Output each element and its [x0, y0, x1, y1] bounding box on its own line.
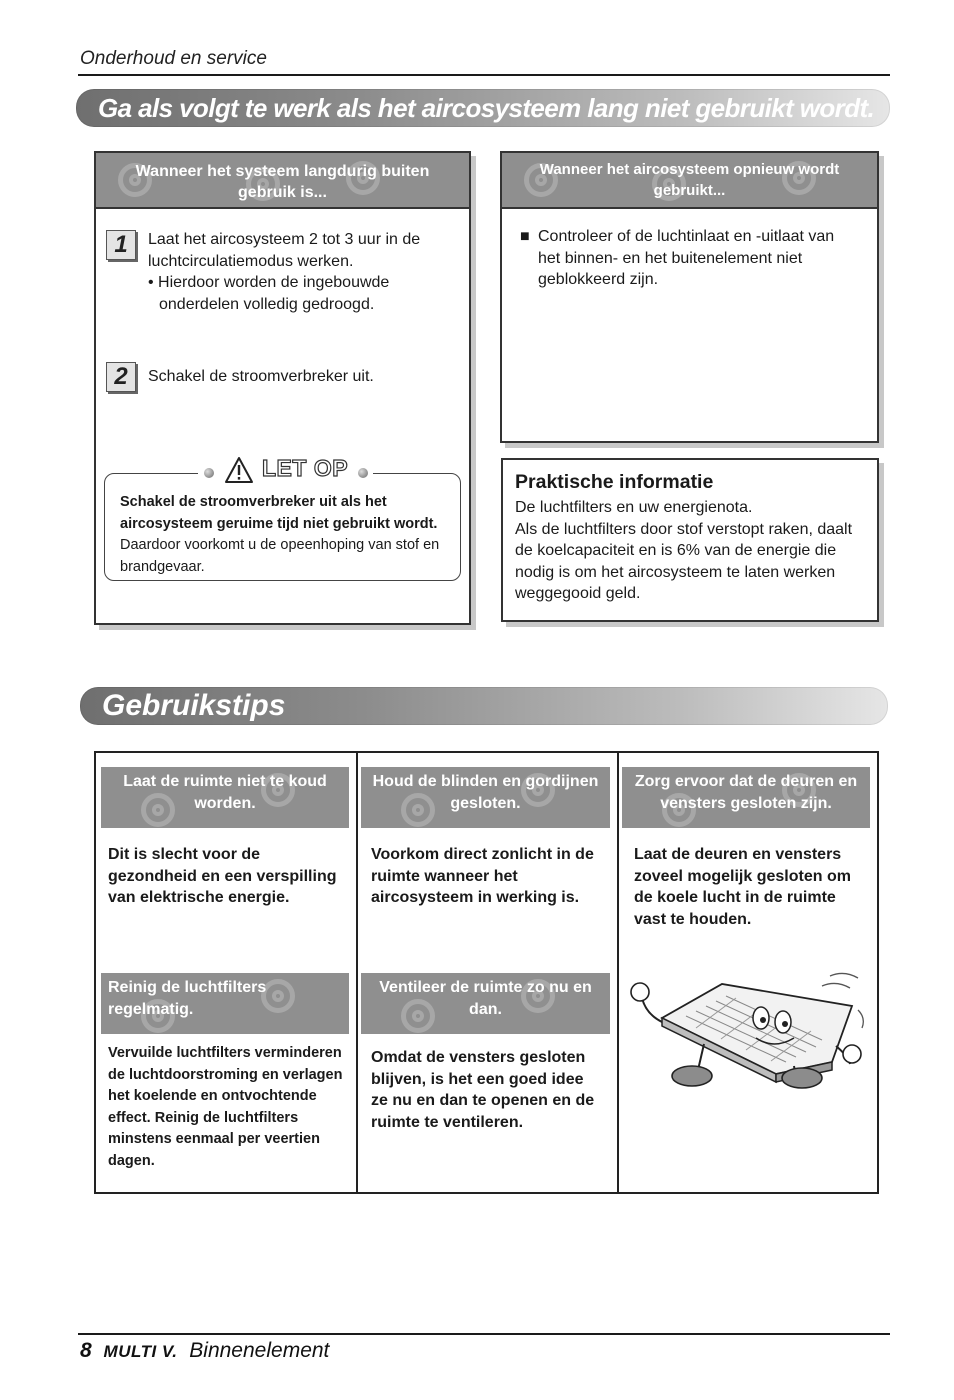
tip-3-header-line: Zorg ervoor dat de deuren en [634, 773, 858, 790]
practical-info-title: Praktische informatie [515, 471, 714, 493]
tip-5-line: ruimte te ventileren. [371, 1113, 524, 1131]
reuse-line: Controleer of de luchtinlaat en -uitlaat van [538, 228, 835, 245]
step-1-bullet-line: onderdelen volledig gedroogd. [159, 295, 375, 313]
tip-5-header-line: dan. [469, 1001, 502, 1018]
tip-3-header [622, 767, 870, 828]
tip-2-line: ruimte wanneer het [371, 867, 518, 885]
tip-4-header [101, 973, 349, 1034]
tip-5-line: ze nu en dan te openen en de [371, 1092, 595, 1109]
reuse-text [538, 226, 868, 291]
step-2-text: Schakel de stroomverbreker uit. [148, 368, 374, 385]
tip-5-line: Omdat de vensters gesloten [371, 1049, 586, 1066]
long-term-nonuse-header [96, 153, 469, 209]
tip-4-text [108, 1043, 353, 1172]
air-conditioner-mascot-icon [626, 966, 874, 1092]
tip-2-header-line: Houd de blinden en gordijnen [372, 773, 599, 790]
reuse-line: het binnen- en het buitenelement niet [538, 249, 803, 267]
tip-2-line: aircosysteem in werking is. [371, 889, 580, 906]
brand-logo: MULTI V. [103, 1342, 178, 1361]
bottom-rule [78, 1333, 890, 1335]
tip-5-text [371, 1047, 611, 1133]
tip-4-line: de luchtdoorstroming en verlagen [108, 1066, 343, 1083]
tip-1-text [108, 844, 348, 909]
caution-title [198, 454, 373, 488]
caution-label: LET OP [262, 455, 349, 481]
page-footer [80, 1339, 329, 1363]
reuse-title: Wanneer het aircosysteem opnieuw wordt gebruikt... [539, 161, 840, 199]
caution-dot-right [358, 468, 368, 478]
caution-line: brandgevaar. [120, 558, 205, 575]
tip-1-line: Dit is slecht voor de [108, 846, 261, 863]
tip-3-text [634, 844, 874, 930]
tip-5-header [361, 973, 610, 1034]
caution-text [120, 492, 440, 578]
tip-4-header-line: Reinig de luchtfilters [108, 979, 267, 996]
caution-bold-line: aircosysteem geruime tijd niet gebruikt wordt. [120, 515, 438, 532]
step-1-line: Laat het aircosysteem 2 tot 3 uur in de [148, 231, 421, 248]
tip-3-line: zoveel mogelijk gesloten om [634, 867, 851, 885]
section-label: Onderhoud en service [80, 48, 267, 69]
caution-line: Daardoor voorkomt u de opeenhoping van stof en [120, 537, 440, 553]
banner-long-term-nonuse: Ga als volgt te werk als het aircosysteem lang niet gebruikt wordt. [76, 89, 890, 127]
tip-1-line: van elektrische energie. [108, 889, 290, 906]
reuse-header [502, 153, 877, 209]
tip-2-header-line: gesloten. [450, 795, 521, 812]
practical-info-line: nodig is om het aircosysteem te laten werken [515, 563, 836, 581]
tip-2-header [361, 767, 610, 828]
practical-info-line: weggegooid geld. [515, 585, 641, 602]
tip-3-line: Laat de deuren en vensters [634, 846, 842, 863]
top-rule [78, 74, 890, 76]
tip-4-line: effect. Reinig de luchtfilters [108, 1109, 299, 1126]
grid-divider [356, 753, 358, 1192]
tip-1-header [101, 767, 349, 828]
page-number: 8 [80, 1339, 92, 1362]
footer-label: Binnenelement [189, 1339, 330, 1362]
practical-info-line: de koelcapaciteit en is 6% van de energie die [515, 542, 837, 559]
tip-5-header-line: Ventileer de ruimte zo nu en [379, 979, 592, 996]
caution-dot-left [204, 468, 214, 478]
tip-1-header-line: Laat de ruimte niet te koud [123, 773, 327, 790]
step-1-badge: 1 [106, 230, 136, 260]
long-term-nonuse-title [96, 161, 469, 203]
warning-triangle-icon [224, 456, 254, 484]
tip-4-line: minstens eenmaal per veertien [108, 1131, 320, 1147]
tip-4-header-line: regelmatig. [108, 1001, 194, 1018]
banner-usage-tips: Gebruikstips [80, 687, 888, 725]
tip-3-line: de koele lucht in de ruimte [634, 889, 836, 906]
tip-2-text [371, 844, 611, 909]
reuse-bullet-icon: ■ [520, 228, 530, 245]
grid-divider [617, 753, 619, 1192]
step-1-line: luchtcirculatiemodus werken. [148, 252, 354, 270]
tip-4-line: het koelende en ontvochtende [108, 1088, 317, 1104]
tip-1-header-line: worden. [194, 795, 256, 812]
step-1-text [148, 229, 458, 315]
reuse-line: geblokkeerd zijn. [538, 271, 659, 288]
tip-4-line: Vervuilde luchtfilters verminderen [108, 1045, 342, 1061]
reuse-box [500, 151, 879, 443]
step-2-badge: 2 [106, 362, 136, 392]
tip-4-line: dagen. [108, 1152, 155, 1169]
tip-5-line: blijven, is het een goed idee [371, 1070, 584, 1088]
tip-1-line: gezondheid en een verspilling [108, 867, 337, 885]
tip-3-header-line: vensters gesloten zijn. [660, 795, 832, 812]
practical-info-line: Als de luchtfilters door stof verstopt raken, daalt [515, 520, 853, 538]
long-term-nonuse-title-text: Wanneer het systeem langdurig buiten gebruik is... [135, 163, 430, 201]
tip-3-line: vast te houden. [634, 910, 752, 928]
practical-info-line: De luchtfilters en uw energienota. [515, 499, 753, 516]
caution-bold-line: Schakel de stroomverbreker uit als het [120, 494, 387, 510]
step-1-bullet-line: • Hierdoor worden de ingebouwde [148, 274, 390, 291]
practical-info-text [515, 497, 875, 605]
tip-2-line: Voorkom direct zonlicht in de [371, 846, 594, 863]
